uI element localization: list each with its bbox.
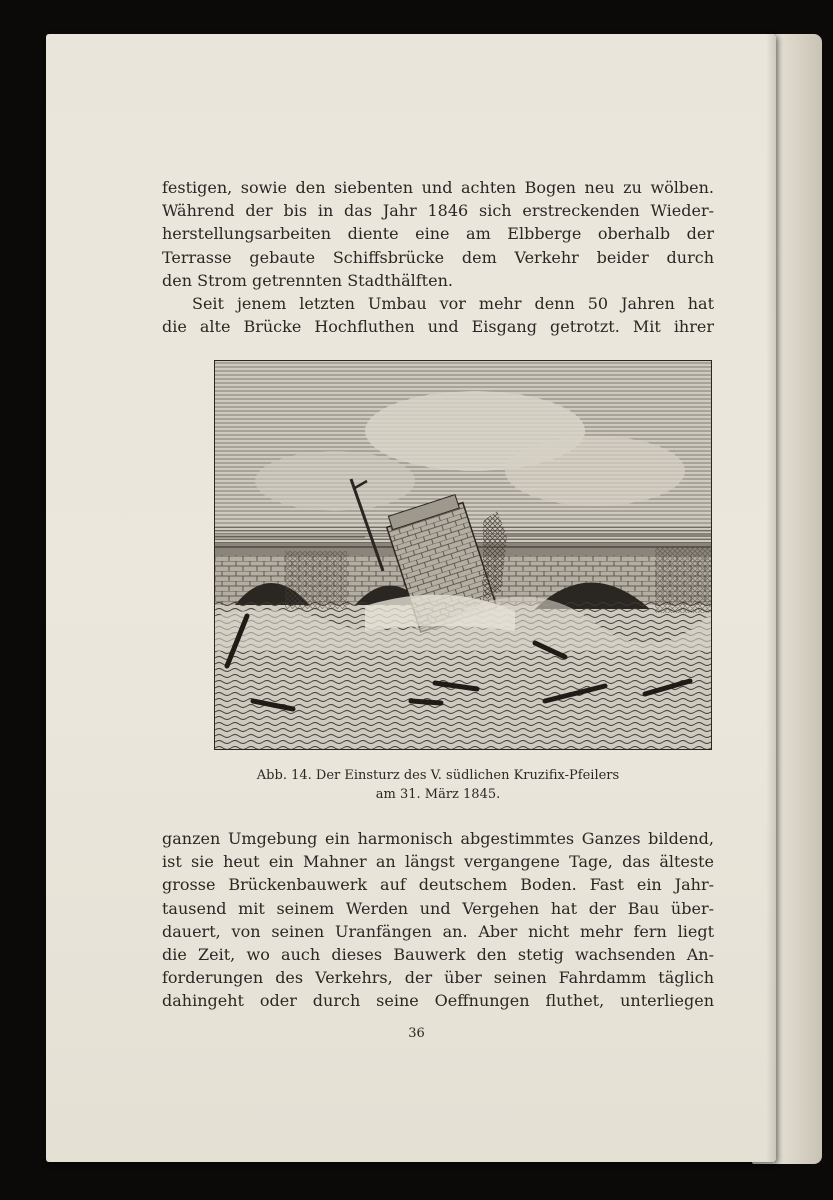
- text-line: Seit jenem letzten Umbau vor mehr denn 50 Jahren hat: [192, 293, 714, 313]
- text-line: dauert, von seinen Uranfängen an. Aber nicht mehr fern liegt: [162, 921, 714, 941]
- caption-line: Abb. 14. Der Einsturz des V. südlichen Kruzifix-Pfeilers: [256, 768, 620, 783]
- figure-caption: [162, 766, 714, 804]
- text-line: Während der bis in das Jahr 1846 sich erstreckenden Wieder-: [162, 201, 714, 221]
- text-line: Terrasse gebaute Schiffsbrücke dem Verkehr beider durch: [162, 247, 714, 267]
- text-line: festigen, sowie den siebenten und achten Bogen neu zu wölben.: [162, 178, 714, 197]
- engraving-illustration: [214, 360, 712, 750]
- text-line: ist sie heut ein Mahner an längst vergangene Tage, das älteste: [162, 852, 714, 872]
- text-line: die alte Brücke Hochfluthen und Eisgang getrotzt. Mit ihrer: [162, 317, 714, 337]
- text-line: herstellungsarbeiten diente eine am Elbberge oberhalb der: [162, 224, 714, 244]
- text-line: den Strom getrennten Stadthälften.: [162, 270, 453, 290]
- caption-line: am 31. März 1845.: [375, 787, 501, 802]
- text-line: die Zeit, wo auch dieses Bauwerk den stetig wachsenden An-: [162, 944, 714, 964]
- text-block-bottom: [162, 827, 714, 1013]
- text-line: dahingeht oder durch seine Oeffnungen fluthet, unterliegen: [162, 991, 714, 1011]
- text-line: grosse Brückenbauwerk auf deutschem Boden. Fast ein Jahr-: [162, 875, 714, 895]
- page-number: 36: [408, 1026, 425, 1041]
- text-line: forderungen des Verkehrs, der über seinen Fahrdamm täglich: [162, 968, 714, 988]
- text-line: tausend mit seinem Werden und Vergehen hat der Bau über-: [162, 898, 714, 918]
- text-block-top: [162, 176, 714, 338]
- text-line: ganzen Umgebung ein harmonisch abgestimmtes Ganzes bildend,: [162, 829, 714, 848]
